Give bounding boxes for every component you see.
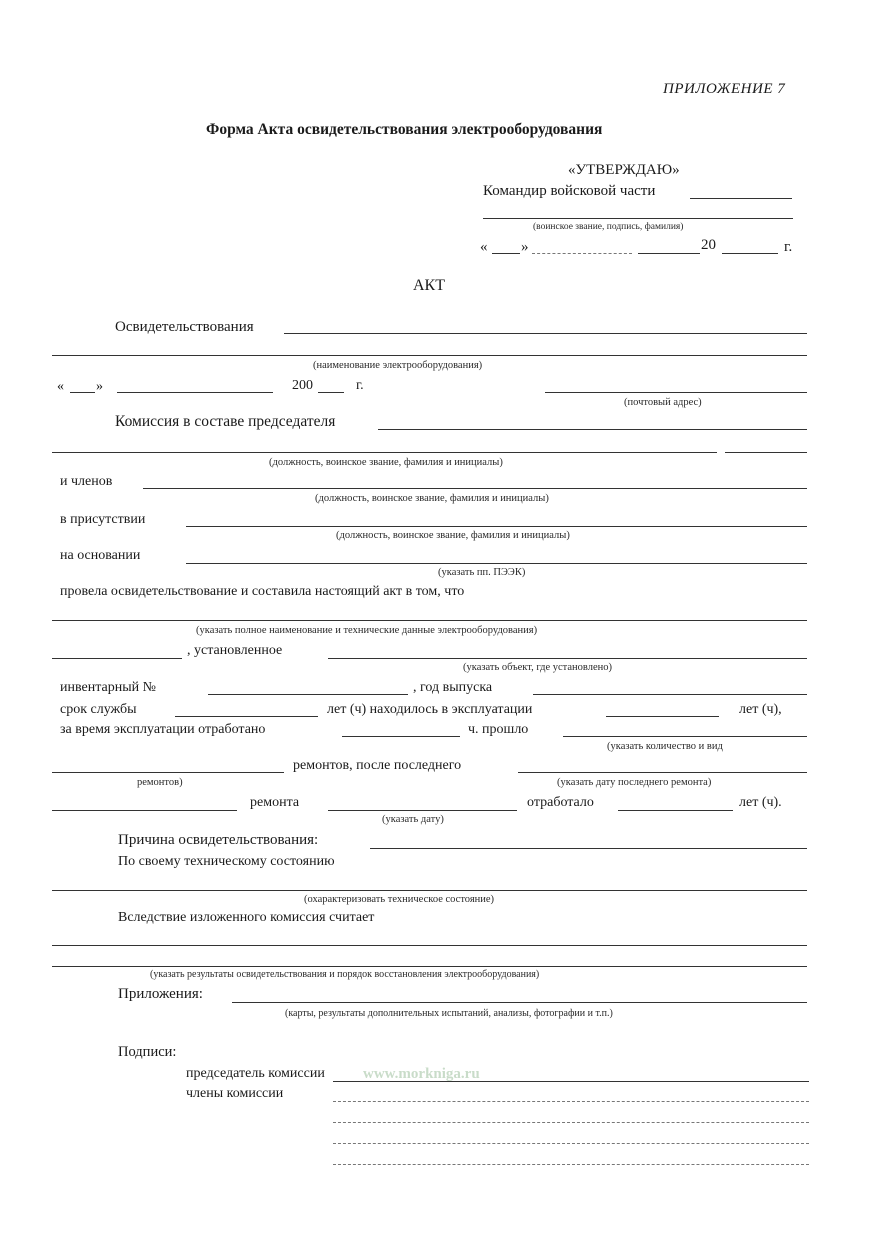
years-label-2: лет (ч). <box>739 795 782 810</box>
worked-label: за время эксплуатации отработано <box>60 722 266 737</box>
repair-type-field[interactable] <box>52 810 237 811</box>
release-year-label: , год выпуска <box>413 680 493 695</box>
attachments-field[interactable] <box>232 1002 807 1003</box>
chairman-hint: (должность, воинское звание, фамилия и инициалы) <box>269 457 503 468</box>
worked-off-label: отработало <box>527 795 594 810</box>
condition-label: По своему техническому состоянию <box>118 854 335 869</box>
members-field[interactable] <box>143 488 807 489</box>
reason-field[interactable] <box>370 848 807 849</box>
presence-label: в присутствии <box>60 512 146 527</box>
in-operation-label: лет (ч) находилось в эксплуатации <box>327 702 533 717</box>
service-life-label: срок службы <box>60 702 137 717</box>
appendix-label: ПРИЛОЖЕНИЕ 7 <box>663 81 786 97</box>
approval-date-close: » <box>521 239 529 255</box>
commander-signature-field[interactable] <box>483 218 793 219</box>
approval-day-field[interactable] <box>492 253 520 254</box>
attachments-hint: (карты, результаты дополнительных испытаний, анализы, фотографии и т.п.) <box>285 1008 613 1019</box>
condition-field[interactable] <box>52 890 807 891</box>
members-signature-label: члены комиссии <box>186 1086 284 1101</box>
approval-month-field[interactable] <box>532 253 632 254</box>
presence-field[interactable] <box>186 526 807 527</box>
passed-label: ч. прошло <box>468 722 529 737</box>
equipment-name-hint: (наименование электрооборудования) <box>313 360 483 371</box>
commander-label: Командир войсковой части <box>483 183 656 199</box>
release-year-field[interactable] <box>533 694 807 695</box>
conducted-text: провела освидетельствование и составила настоящий акт в том, что <box>60 584 465 599</box>
member-signature-field-2[interactable] <box>333 1122 809 1123</box>
inventory-label: инвентарный № <box>60 680 156 695</box>
act-month-field[interactable] <box>117 392 273 393</box>
act-title: АКТ <box>413 277 445 294</box>
member-signature-field-3[interactable] <box>333 1143 809 1144</box>
full-name-field[interactable] <box>52 620 807 621</box>
result-hint: (указать результаты освидетельствования и порядок восстановления электрооборудования) <box>150 969 540 980</box>
count-hint: (указать количество и вид <box>607 741 723 752</box>
basis-label: на основании <box>60 548 141 563</box>
chairman-field-end[interactable] <box>725 452 807 453</box>
years-label: лет (ч), <box>739 702 782 717</box>
member-signature-field-1[interactable] <box>333 1101 809 1102</box>
approval-year-field[interactable] <box>722 253 778 254</box>
in-operation-field[interactable] <box>606 716 719 717</box>
equipment-short-field[interactable] <box>52 658 182 659</box>
worked-hours-field[interactable] <box>342 736 460 737</box>
inventory-field[interactable] <box>208 694 408 695</box>
basis-hint: (указать пп. ПЭЭК) <box>438 567 526 578</box>
basis-field[interactable] <box>186 563 807 564</box>
postal-hint: (почтовый адрес) <box>624 397 702 408</box>
last-repair-field[interactable] <box>518 772 807 773</box>
commission-label: Комиссия в составе председателя <box>115 413 336 430</box>
object-hint: (указать объект, где установлено) <box>463 662 612 673</box>
examination-label: Освидетельствования <box>115 319 254 335</box>
repairs-type-field[interactable] <box>52 772 284 773</box>
rank-hint: (воинское звание, подпись, фамилия) <box>533 222 684 232</box>
presence-hint: (должность, воинское звание, фамилия и инициалы) <box>336 530 570 541</box>
reason-label: Причина освидетельствования: <box>118 832 319 848</box>
approval-year-prefix-line <box>638 253 700 254</box>
chairman-signature-label: председатель комиссии <box>186 1066 325 1081</box>
postal-address-field[interactable] <box>545 392 807 393</box>
approve-label: «УТВЕРЖДАЮ» <box>568 162 680 178</box>
repair-date-field[interactable] <box>328 810 517 811</box>
examination-field[interactable] <box>284 333 807 334</box>
chairman-field-cont[interactable] <box>52 452 717 453</box>
act-date-open: « <box>57 379 64 394</box>
repairs-label: ремонтов, после последнего <box>293 758 462 773</box>
members-hint: (должность, воинское звание, фамилия и инициалы) <box>315 493 549 504</box>
worked-off-field[interactable] <box>618 810 733 811</box>
act-day-field[interactable] <box>70 392 95 393</box>
form-title: Форма Акта освидетельствования электрооборудования <box>206 121 603 138</box>
condition-hint: (охарактеризовать техническое состояние) <box>304 894 495 905</box>
approval-date-open: « <box>480 239 488 255</box>
act-year-field[interactable] <box>318 392 344 393</box>
member-signature-field-4[interactable] <box>333 1164 809 1165</box>
object-field[interactable] <box>328 658 807 659</box>
approval-year-suffix: г. <box>784 239 793 255</box>
watermark: www.morkniga.ru <box>363 1066 480 1082</box>
service-life-field[interactable] <box>175 716 318 717</box>
last-repair-hint: (указать дату последнего ремонта) <box>557 777 712 788</box>
consequence-label: Вследствие изложенного комиссия считает <box>118 910 375 925</box>
signatures-label: Подписи: <box>118 1044 177 1060</box>
members-label: и членов <box>60 474 113 489</box>
unit-number-field[interactable] <box>690 198 792 199</box>
act-year-suffix: г. <box>356 378 364 393</box>
act-date-close: » <box>96 379 103 394</box>
attachments-label: Приложения: <box>118 986 203 1002</box>
chairman-field[interactable] <box>378 429 807 430</box>
repairs-count-field[interactable] <box>563 736 807 737</box>
full-name-hint: (указать полное наименование и технические данные электрооборудования) <box>196 625 538 636</box>
date-hint: (указать дату) <box>382 814 444 825</box>
installed-label: , установленное <box>187 643 283 658</box>
repair-label: ремонта <box>250 795 300 810</box>
result-field-2[interactable] <box>52 966 807 967</box>
repairs-hint: ремонтов) <box>137 777 183 788</box>
equipment-name-field[interactable] <box>52 355 807 356</box>
approval-year: 20 <box>701 237 716 253</box>
act-year-prefix: 200 <box>292 378 313 393</box>
result-field-1[interactable] <box>52 945 807 946</box>
